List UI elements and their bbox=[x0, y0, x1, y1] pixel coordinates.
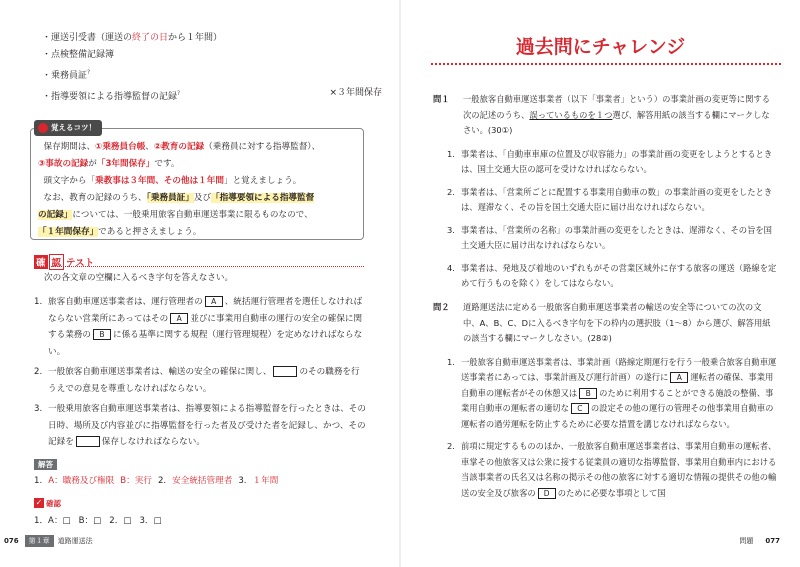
record-list bbox=[42, 30, 382, 106]
blank-box: B bbox=[93, 329, 111, 340]
lightbulb-icon bbox=[38, 123, 48, 133]
page-number: 077 bbox=[765, 537, 780, 545]
option-item: 1. 事業者は、「自動車車庫の位置及び収容能力」の事業計画の変更をしようとするときは、国土交通大臣の認可を受けなければならない。 bbox=[447, 148, 773, 174]
divider bbox=[34, 266, 364, 267]
option-item: 1. 一般旅客自動車運送事業者は、事業計画（路線定期運行を行う一般乗合旅客自動車運送事業者にあっては、事業計画及び運行計画）の遂行に A 運転者の確保、事業用自動車の運転者がその休憩又は B のために利用することができる施設の整備、事業用自動車の運転者の適切な C の設定その他の運行の管理その他事業用自動車の運転者の過労運転を防止するために必要な措置を講じなければならない。 bbox=[447, 356, 777, 429]
section-name: 道路運送法 bbox=[57, 537, 93, 545]
record-item: ・点検整備記録簿 bbox=[42, 50, 115, 60]
tip-label: 覚えるコツ！ bbox=[34, 120, 102, 136]
answers-heading: 解答 bbox=[34, 459, 57, 470]
option-item: 3. 事業者は、「営業所の名称」の事業計画の変更をしたときは、遅滞なく、その旨を国土交通大臣に届け出なければならない。 bbox=[447, 224, 772, 250]
blank-box: A bbox=[170, 313, 188, 324]
test-heading: 確 認 テスト bbox=[34, 254, 94, 270]
question-item: 1. 旅客自動車運送事業者は、運行管理者の A 、統括運行管理者を選任しなければならない営業所にあってはその A 並びに事業用自動車の運行の安全の確保に関する業務の B に係る基準に関する規程（運行管理規程）を定めなければならない。 bbox=[34, 297, 363, 357]
confirm-row: 1．A：□ B：□ 2．□ 3．□ bbox=[34, 516, 162, 526]
blank-box bbox=[76, 436, 100, 447]
retention-note: ×３年間保存 bbox=[329, 88, 382, 98]
confirm-heading: ✓ 確認 bbox=[35, 498, 61, 508]
page-title: 過去問にチャレンジ bbox=[515, 36, 686, 58]
question-item: 3. 一般乗用旅客自動車運送事業者は、指導要領による指導監督を行ったときは、その日時、場所及び内容並びに指導監督を行った者及び受けた者を記録し、かつ、その記録を 保存しなければならない。 bbox=[34, 404, 366, 447]
option-item: 4. 事業者は、発地及び着地のいずれもがその営業区域外に存する旅客の運送（路線を定めて行うものを除く）をしてはならない。 bbox=[447, 262, 777, 288]
blank-box: C bbox=[571, 403, 589, 414]
record-item: ・乗務員証? bbox=[42, 69, 91, 81]
page-footer bbox=[0, 534, 400, 548]
checkbox-icon: ✓ bbox=[35, 498, 43, 507]
test-instructions: 次の各文章の空欄に入るべき字句を答えなさい。 bbox=[44, 273, 234, 283]
question-item: 2. 一般旅客自動車運送事業者は、輸送の安全の確保に関し、 のその職務を行うえでの意見を尊重しなければならない。 bbox=[34, 367, 360, 394]
blank-box bbox=[273, 366, 297, 377]
title-divider bbox=[431, 63, 781, 65]
question-1: 問１ 一般旅客自動車運送事業者（以下「事業者」という）の事業計画の変更等に関する次の記述のうち、誤っているものを１つ選び、解答用紙の該当する欄にマークしなさい。(30①) 1. 事業者は、「自動車車庫の位置及び収容能力」の事業計画の変更をしようとするときは、国土交通大臣の認可を受けなければならない。 2. 事業者は、「営業所ごとに配置する事業用自動車の数」の事業計画の変更をしたときは、遅滞なく、その旨を国土交通大臣に届け出なければならない。 3. 事業者は、「営業所の名称」の事業計画の変更をしたときは、遅滞なく、その旨を国土交通大臣に届け出なければならない。 4. 事業者は、発地及び着地のいずれもがその営業区域外に存する旅客の運送（路線を定めて行うものを除く）をしてはならない。 bbox=[433, 92, 777, 299]
question-2: 問２ 道路運送法に定める一般旅客自動車運送事業者の輸送の安全等についての次の文中、A、B、C、Dに入るべき字句を下の枠内の選択肢（1〜8）から選び、解答用紙の該当する欄にマークしなさい。(28②) 1. 一般旅客自動車運送事業者は、事業計画（路線定期運行を行う一般乗合旅客自動車運送事業者にあっては、事業計画及び運行計画）の遂行に A 運転者の確保、事業用自動車の運転者がその休憩又は B のために利用することができる施設の整備、事業用自動車の運転者の適切な C の設定その他の運行の管理その他事業用自動車の運転者の過労運転を防止するために必要な措置を講じなければならない。 2. 前項に規定するもののほか、一般旅客自動車運送事業者は、事業用自動車の運転者、車掌その他旅客又は公衆に接する従業員の適切な指導監督、事業用自動車内における当該事業者の氏名又は名称の掲示その他の旅客に対する適切な情報の提供その他の輸送の安全及び旅客の D のために必要な事項として国 bbox=[433, 300, 777, 508]
right-page bbox=[401, 0, 800, 567]
record-item: ・運送引受書（運送の終了の日から１年間） bbox=[42, 33, 223, 43]
option-item: 2. 事業者は、「営業所ごとに配置する事業用自動車の数」の事業計画の変更をしたときは、遅滞なく、その旨を国土交通大臣に届け出なければならない。 bbox=[447, 186, 773, 212]
record-item: ・指導要領による指導監督の記録? ×３年間保存 bbox=[42, 85, 382, 106]
blank-box: D bbox=[538, 488, 556, 499]
page-footer bbox=[739, 534, 800, 548]
blank-box: A bbox=[670, 372, 688, 383]
chapter-tag: 第１章 bbox=[25, 535, 54, 547]
option-item: 2. 前項に規定するもののほか、一般旅客自動車運送事業者は、事業用自動車の運転者、車掌その他旅客又は公衆に接する従業員の適切な指導監督、事業用自動車内における当該事業者の氏名又は名称の掲示その他の旅客に対する適切な情報の提供その他の輸送の安全及び旅客の D のために必要な事項として国 bbox=[447, 441, 777, 498]
page-number: 076 bbox=[4, 537, 19, 545]
blank-box: A bbox=[205, 296, 223, 307]
test-questions bbox=[34, 294, 368, 455]
tip-text: 保存期間は、①乗務員台帳、②教育の記録（乗務員に対する指導監督）、 ③事故の記録が「3年間保存」です。 頭文字から「乗教事は３年間、その他は１年間」と覚えましょう。 なお、教育の記録のうち、「乗務員証」及び「指導要領による指導監督 の記録」については、一般乗用旅客自動車運送事業に限るものなので、 「１年間保存」であると押さえましょう。 bbox=[38, 142, 321, 237]
blank-box: B bbox=[579, 388, 597, 399]
section-name: 問題 bbox=[739, 537, 754, 545]
answers-row: 1. A：職務及び権限 B：実行 2. 安全統括管理者 3. １年間 bbox=[34, 476, 279, 486]
